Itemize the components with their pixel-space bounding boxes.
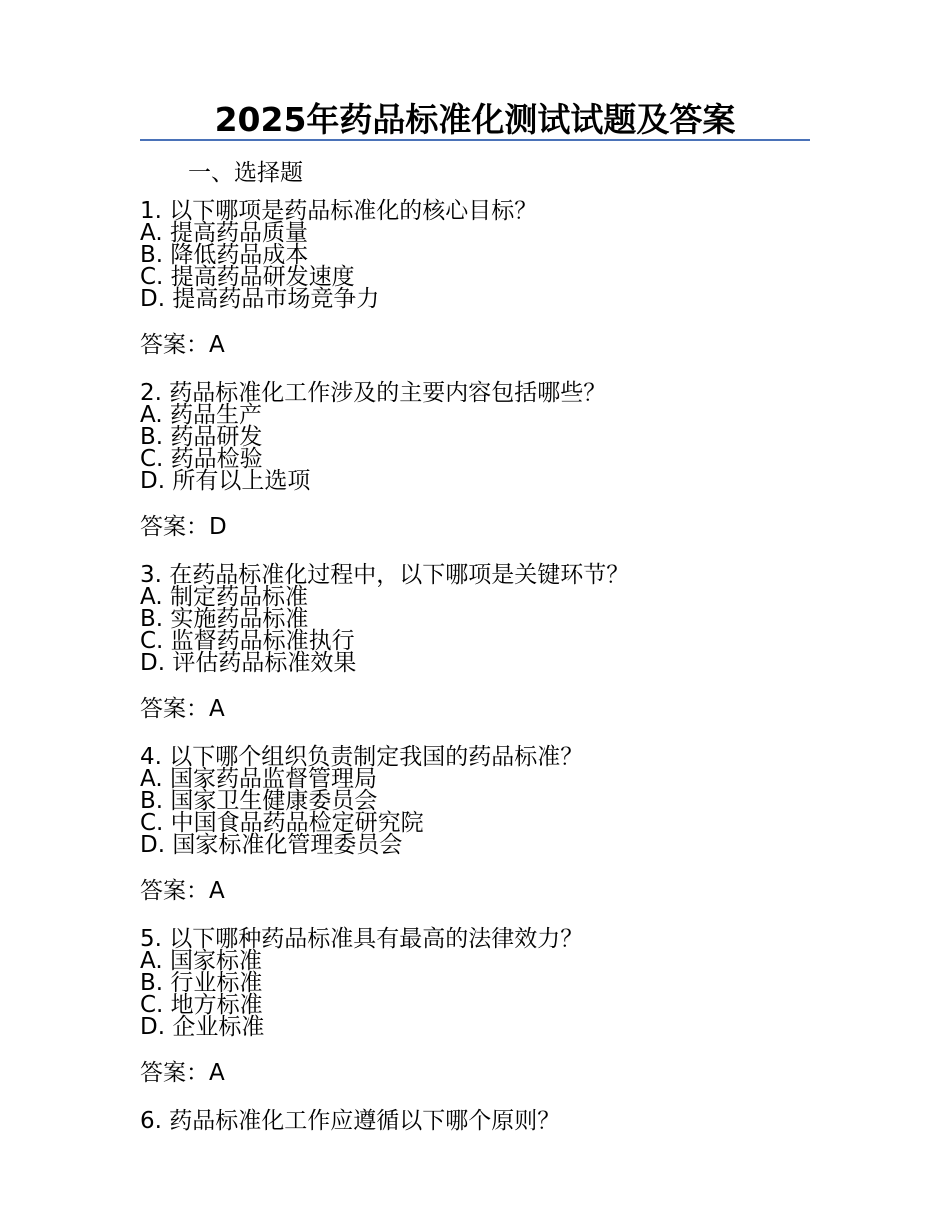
question-4 <box>140 746 840 906</box>
title-underline <box>140 139 810 141</box>
option-c: C. 药品检验 <box>140 446 263 472</box>
document-title: 2025年药品标准化测试试题及答案 <box>214 100 736 139</box>
question-stem: 6. 药品标准化工作应遵循以下哪个原则？ <box>140 1108 561 1134</box>
answer-line: 答案：A <box>140 332 225 358</box>
option-a: A. 制定药品标准 <box>140 584 308 610</box>
question-list <box>140 200 840 1132</box>
option-d: D. 企业标准 <box>140 1014 265 1040</box>
option-b: B. 行业标准 <box>140 970 263 996</box>
question-stem: 5. 以下哪种药品标准具有最高的法律效力？ <box>140 926 584 952</box>
option-a: A. 国家药品监督管理局 <box>140 766 377 792</box>
answer-line: 答案：D <box>140 514 227 540</box>
option-b: B. 国家卫生健康委员会 <box>140 788 378 814</box>
question-2 <box>140 382 840 542</box>
option-d: D. 提高药品市场竞争力 <box>140 286 380 312</box>
option-c: C. 监督药品标准执行 <box>140 628 355 654</box>
option-d: D. 评估药品标准效果 <box>140 650 357 676</box>
answer-line: 答案：A <box>140 1060 225 1086</box>
question-stem: 2. 药品标准化工作涉及的主要内容包括哪些？ <box>140 380 607 406</box>
question-1 <box>140 200 840 360</box>
option-a: A. 国家标准 <box>140 948 262 974</box>
question-stem: 3. 在药品标准化过程中，以下哪项是关键环节？ <box>140 562 630 588</box>
question-3 <box>140 564 840 724</box>
option-a: A. 药品生产 <box>140 402 262 428</box>
section-heading: 一、选择题 <box>188 160 303 186</box>
option-c: C. 中国食品药品检定研究院 <box>140 810 424 836</box>
option-b: B. 实施药品标准 <box>140 606 309 632</box>
question-stem: 4. 以下哪个组织负责制定我国的药品标准？ <box>140 744 584 770</box>
question-6 <box>140 1110 840 1132</box>
option-c: C. 提高药品研发速度 <box>140 264 355 290</box>
answer-line: 答案：A <box>140 696 225 722</box>
option-b: B. 降低药品成本 <box>140 242 309 268</box>
answer-line: 答案：A <box>140 878 225 904</box>
option-a: A. 提高药品质量 <box>140 220 308 246</box>
question-5 <box>140 928 840 1088</box>
question-stem: 1. 以下哪项是药品标准化的核心目标？ <box>140 198 538 224</box>
option-d: D. 所有以上选项 <box>140 468 311 494</box>
option-c: C. 地方标准 <box>140 992 263 1018</box>
option-d: D. 国家标准化管理委员会 <box>140 832 403 858</box>
option-b: B. 药品研发 <box>140 424 263 450</box>
